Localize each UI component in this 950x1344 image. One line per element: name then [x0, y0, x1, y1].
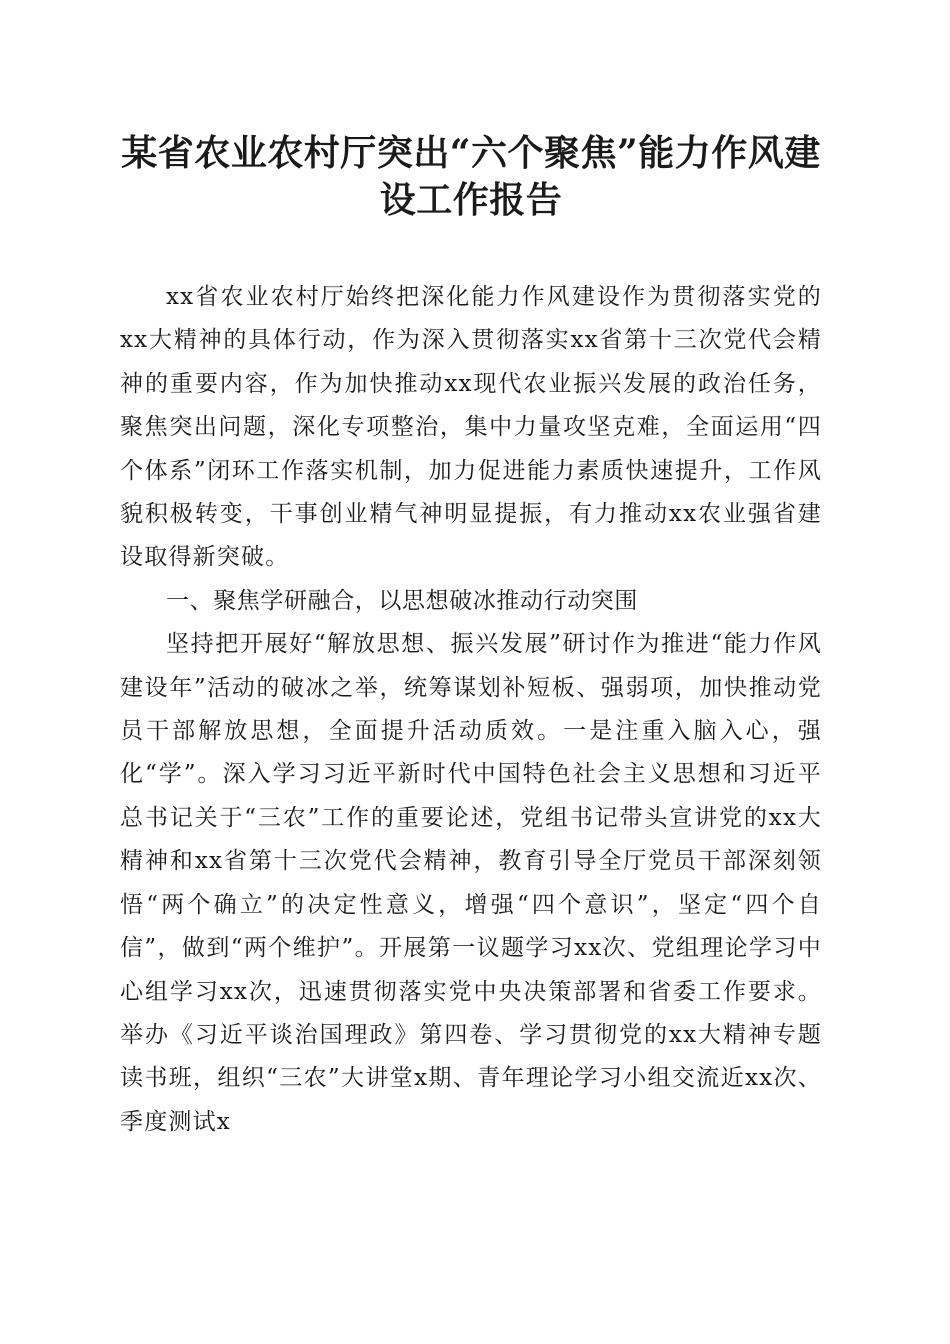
title-line-1: 某省农业农村厅突出“六个聚焦”能力作风建 — [121, 132, 821, 174]
title-line-2: 设工作报告 — [379, 179, 563, 221]
document-title — [120, 130, 822, 224]
section-1-heading: 一、聚焦学研融合，以思想破冰推动行动突围 — [166, 587, 638, 614]
section-1-paragraph: 坚持把开展好“解放思想、振兴发展”研讨作为推进“能力作风建设年”活动的破冰之举，统筹谋划补短板、强弱项，加快推动党员干部解放思想，全面提升活动质效。一是注重入脑入心，强化“学”。深入学习习近平新时代中国特色社会主义思想和习近平总书记关于“三农”工作的重要论述，党组书记带头宣讲党的xx大精神和xx省第十三次党代会精神，教育引导全厅党员干部深刻领悟“两个确立”的决定性意义，增强“四个意识”，坚定“四个自信”，做到“两个维护”。开展第一议题学习xx次、党组理论学习中心组学习xx次，迅速贯彻落实党中央决策部署和省委工作要求。举办《习近平谈治国理政》第四卷、学习贯彻党的xx大精神专题读书班，组织“三农”大讲堂x期、青年理论学习小组交流近xx次、季度测试x — [120, 631, 822, 1135]
intro-paragraph: xx省农业农村厅始终把深化能力作风建设作为贯彻落实党的xx大精神的具体行动，作为深入贯彻落实xx省第十三次党代会精神的重要内容，作为加快推动xx现代农业振兴发展的政治任务，聚焦突出问题，深化专项整治，集中力量攻坚克难，全面运用“四个体系”闭环工作落实机制，加力促进能力素质快速提升，工作风貌积极转变，干事创业精气神明显提振，有力推动xx农业强省建设取得新突破。 — [120, 284, 822, 571]
